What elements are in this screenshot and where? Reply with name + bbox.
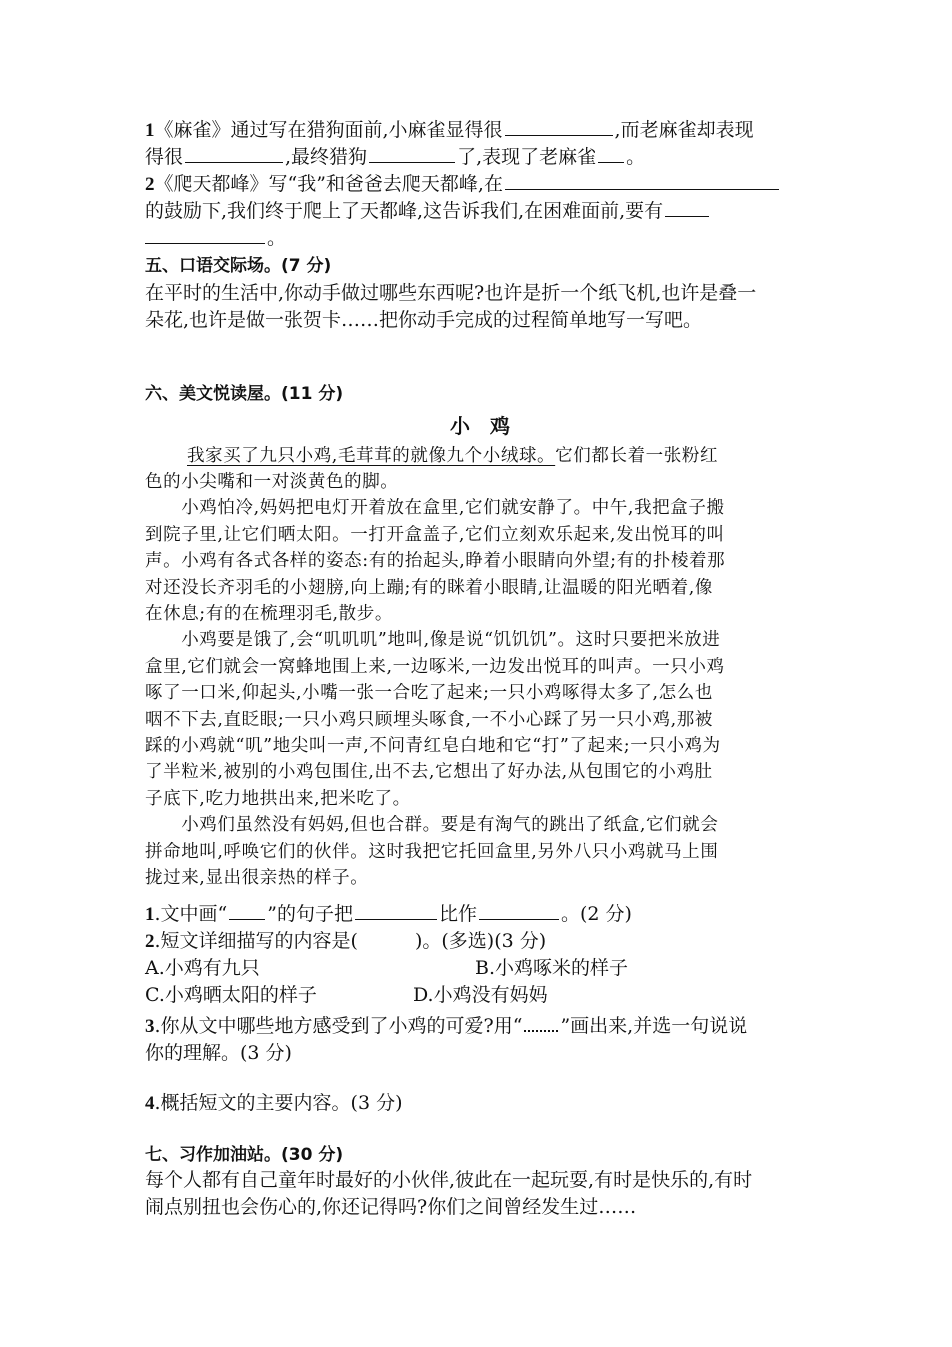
answer-blank[interactable] [229, 901, 265, 920]
wavy-line-icon [524, 1018, 558, 1032]
option-c[interactable]: C.小鸡晒太阳的样子 [145, 984, 317, 1006]
option-d[interactable]: D.小鸡没有妈妈 [413, 984, 548, 1006]
section-7-text: 每个人都有自己童年时最好的小伙伴,彼此在一起玩耍,有时是快乐的,有时 [145, 1169, 753, 1191]
reading-question-4: 4.概括短文的主要内容。(3 分) [145, 1092, 403, 1114]
reading-question-1: 1.文中画“ ”的句子把 比作 。(2 分) [145, 903, 632, 925]
passage-line: 踩的小鸡就“叽”地尖叫一声,不问青红皂白地和它“打”了起来;一只小鸡为 [145, 736, 721, 756]
option-a[interactable]: A.小鸡有九只 [145, 957, 260, 979]
passage-line: 拼命地叫,呼唤它们的伙伴。这时我把它托回盒里,另外八只小鸡就马上围 [145, 841, 719, 862]
passage-line: 在休息;有的在梳理羽毛,散步。 [145, 604, 393, 624]
answer-blank[interactable] [185, 144, 283, 163]
question-2: 2《爬天都峰》写“我”和爸爸去爬天都峰,在 [145, 171, 781, 198]
section-5-text: 在平时的生活中,你动手做过哪些东西呢?也许是折一个纸飞机,也许是叠一 [145, 282, 757, 304]
section-5-heading: 五、口语交际场。(7 分) [145, 256, 332, 276]
passage-line: 我家买了九只小鸡,毛茸茸的就像九个小绒球。它们都长着一张粉红 [187, 446, 719, 466]
passage-line: 盒里,它们就会一窝蜂地围上来,一边啄米,一边发出悦耳的叫声。一只小鸡 [145, 656, 725, 677]
question-2-cont: 的鼓励下,我们终于爬上了天都峰,这告诉我们,在困难面前,要有 [145, 198, 711, 224]
passage-line: 小鸡们虽然没有妈妈,但也合群。要是有淘气的跳出了纸盒,它们就会 [145, 815, 719, 836]
option-b[interactable]: B.小鸡啄米的样子 [475, 957, 629, 979]
question-number: 1 [145, 904, 155, 925]
reading-question-3-cont: 你的理解。(3 分) [145, 1042, 292, 1064]
question-number: 1 [145, 120, 155, 141]
answer-blank[interactable] [598, 144, 624, 163]
question-2-cont2: 。 [145, 225, 286, 251]
section-7-text: 闹点别扭也会伤心的,你还记得吗?你们之间曾经发生过…… [145, 1196, 637, 1218]
passage-line: 子底下,吃力地拱出来,把米吃了。 [145, 788, 411, 809]
reading-question-3: 3.你从文中哪些地方感受到了小鸡的可爱?用“ ”画出来,并选一句说说 [145, 1015, 748, 1037]
question-number: 4 [145, 1093, 155, 1114]
passage-line: 啄了一口米,仰起头,小嘴一张一合吃了起来;一只小鸡啄得太多了,怎么也 [145, 683, 713, 704]
passage-line: 对还没长齐羽毛的小翅膀,向上蹦;有的眯着小眼睛,让温暖的阳光晒着,像 [145, 577, 713, 598]
section-5-text: 朵花,也许是做一张贺卡……把你动手完成的过程简单地写一写吧。 [145, 309, 703, 331]
reading-question-2: 2.短文详细描写的内容是( )。(多选)(3 分) [145, 930, 547, 952]
passage-line: 小鸡要是饿了,会“叽叽叽”地叫,像是说“饥饥饥”。这时只要把米放进 [145, 630, 721, 651]
passage-line: 拢过来,显出很亲热的样子。 [145, 868, 369, 888]
question-1-cont: 得很 ,最终猎狗 了,表现了老麻雀 。 [145, 146, 646, 168]
passage-line: 色的小尖嘴和一对淡黄色的脚。 [145, 472, 399, 492]
answer-blank[interactable] [369, 144, 455, 163]
passage-line: 咽不下去,直眨眼;一只小鸡只顾埋头啄食,一不小心踩了另一只小鸡,那被 [145, 709, 713, 730]
passage-line: 到院子里,让它们晒太阳。一打开盒盖子,它们立刻欢乐起来,发出悦耳的叫 [145, 524, 725, 545]
question-1: 1《麻雀》通过写在猎狗面前,小麻雀显得很 ,而老麻雀却表现 [145, 119, 754, 141]
section-6-heading: 六、美文悦读屋。(11 分) [145, 384, 344, 404]
question-number: 3 [145, 1016, 155, 1037]
answer-blank[interactable] [355, 901, 437, 920]
question-number: 2 [145, 174, 155, 195]
answer-blank[interactable] [665, 198, 709, 217]
passage-line: 声。小鸡有各式各样的姿态:有的抬起头,睁着小眼睛向外望;有的扑棱着那 [145, 551, 726, 572]
passage-line: 了半粒米,被别的小鸡包围住,出不去,它想出了好办法,从包围它的小鸡肚 [145, 762, 713, 783]
answer-blank[interactable] [145, 225, 265, 244]
answer-blank[interactable] [479, 901, 559, 920]
answer-blank[interactable] [505, 117, 613, 136]
answer-blank[interactable] [505, 171, 779, 190]
section-7-heading: 七、习作加油站。(30 分) [145, 1145, 344, 1165]
passage-line: 小鸡怕冷,妈妈把电灯开着放在盒里,它们就安静了。中午,我把盒子搬 [145, 498, 725, 519]
question-number: 2 [145, 931, 155, 952]
underlined-sentence: 我家买了九只小鸡,毛茸茸的就像九个小绒球。 [187, 446, 556, 466]
passage-title: 小 鸡 [450, 414, 510, 438]
